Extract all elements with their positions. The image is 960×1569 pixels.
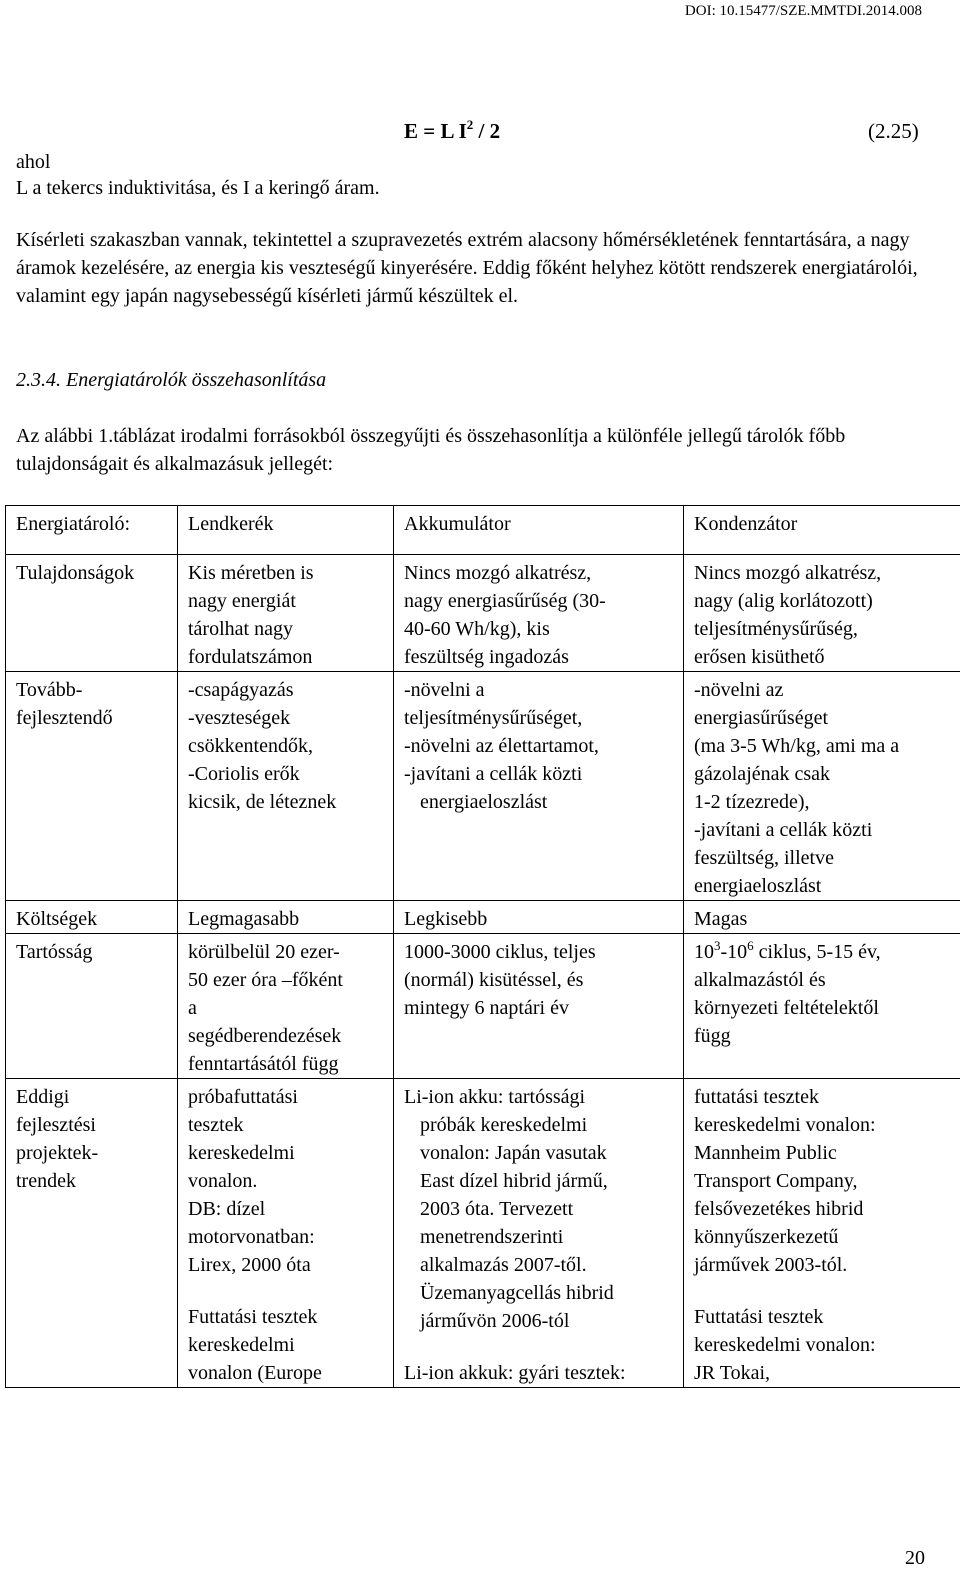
row-label-tulajdonsagok	[6, 555, 177, 587]
table-row	[6, 555, 960, 672]
cell-line: kereskedelmi vonalon:	[694, 1111, 952, 1139]
row-label-tovabbfejlesztendo	[6, 672, 177, 732]
cell-line: Nincs mozgó alkatrész,	[404, 559, 675, 587]
kondenzator-cell	[684, 901, 960, 934]
cell-line: (normál) kisütéssel, és	[404, 966, 675, 994]
akkumulator-tartossag	[394, 934, 683, 1022]
cell-line: alkalmazás 2007-től.	[404, 1251, 675, 1279]
equation	[404, 121, 500, 142]
cell-line: járművek 2003-tól.	[694, 1251, 952, 1279]
cell-line: fordulatszámon	[188, 643, 385, 671]
cell-line: környezeti feltételektől	[694, 994, 952, 1022]
cell-line: Magas	[694, 905, 952, 933]
page-number: 20	[905, 1548, 925, 1568]
equation-exponent: 2	[467, 117, 474, 132]
cell-line: alkalmazástól és	[694, 966, 952, 994]
cell-line: 1-2 tízezrede),	[694, 788, 952, 816]
cell-line: kicsik, de léteznek	[188, 788, 385, 816]
cell-line: -növelni az	[694, 676, 952, 704]
cell-line: fejlesztési	[16, 1111, 169, 1139]
equation-left: E = L I	[404, 119, 467, 143]
akkumulator-tulajdonsagok	[394, 555, 683, 671]
lendkerek-tulajdonsagok	[178, 555, 393, 671]
cell-line: -javítani a cellák közti	[694, 816, 952, 844]
lendkerek-cell	[178, 1079, 394, 1388]
akkumulator-cell	[394, 934, 684, 1079]
row-label-cell	[6, 901, 178, 934]
akkumulator-koltsegek	[394, 901, 683, 933]
paragraph-1: Kísérleti szakaszban vannak, tekintettel a szupravezetés extrém alacsony hőmérsékletének fenntartására, a nagy áramok kezelésére, az energia kis veszteségű kinyerésére. Eddig főként helyhez kötött rendszerek energiatárolói, valamint egy japán nagysebességű kísérleti jármű készültek el.	[16, 226, 946, 310]
header-energiatarolo: Energiatároló:	[6, 506, 177, 538]
cell-line: feszültség ingadozás	[404, 643, 675, 671]
lendkerek-tovabbfejlesztendo	[178, 672, 393, 816]
cell-line: Tartósság	[16, 938, 169, 966]
cell-line: erősen kisüthető	[694, 643, 952, 671]
akkumulator-cell	[394, 1079, 684, 1388]
akkumulator-cell	[394, 672, 684, 901]
cycle-exponent-2: 6	[747, 938, 754, 953]
row-label-cell	[6, 672, 178, 901]
cell-line: Nincs mozgó alkatrész,	[694, 559, 952, 587]
cell-line: nagy energiát	[188, 587, 385, 615]
cell-line: DB: dízel	[188, 1195, 385, 1223]
cell-line: 2003 óta. Tervezett	[404, 1195, 675, 1223]
table-row	[6, 672, 960, 901]
cell-line: East dízel hibrid jármű,	[404, 1167, 675, 1195]
cell-line: feszültség, illetve	[694, 844, 952, 872]
equation-number: (2.25)	[868, 121, 919, 142]
akkumulator-projektek	[394, 1079, 683, 1387]
kondenzator-cell	[684, 934, 960, 1079]
cell-line: tárolhat nagy	[188, 615, 385, 643]
kondenzator-projektek	[684, 1079, 960, 1387]
table-row	[6, 901, 960, 934]
kondenzator-cell	[684, 1079, 960, 1388]
akkumulator-cell	[394, 555, 684, 672]
row-label-tartossag	[6, 934, 177, 966]
cell-line: -növelni a	[404, 676, 675, 704]
cell-line: Költségek	[16, 905, 169, 933]
cell-line: 50 ezer óra –főként	[188, 966, 385, 994]
cell-line: csökkentendők,	[188, 732, 385, 760]
cell-line: vonalon.	[188, 1167, 385, 1195]
ahol-label: ahol	[16, 152, 50, 172]
header-lendkerek: Lendkerék	[178, 506, 393, 538]
cell-line: a	[188, 994, 385, 1022]
header-cell	[684, 506, 960, 555]
cell-line: menetrendszerinti	[404, 1223, 675, 1251]
cell-line: Li-ion akku: tartóssági	[404, 1083, 675, 1111]
header-cell	[6, 506, 178, 555]
cell-line: -javítani a cellák közti	[404, 760, 675, 788]
cell-line: Tovább-	[16, 676, 169, 704]
table-header-row	[6, 506, 960, 555]
cell-line: teljesítménysűrűséget,	[404, 704, 675, 732]
cell-line: fenntartásától függ	[188, 1050, 385, 1078]
cell-line: tesztek	[188, 1111, 385, 1139]
cell-line: Lirex, 2000 óta	[188, 1251, 385, 1279]
lendkerek-tartossag	[178, 934, 393, 1078]
cycle-rest: ciklus, 5-15 év,	[754, 941, 881, 963]
cell-line: felsővezetékes hibrid	[694, 1195, 952, 1223]
cell-line: (ma 3-5 Wh/kg, ami ma a	[694, 732, 952, 760]
comparison-table	[5, 505, 960, 1388]
cell-line: -Coriolis erők	[188, 760, 385, 788]
cell-line: Li-ion akkuk: gyári tesztek:	[404, 1359, 675, 1387]
row-label-cell	[6, 555, 178, 672]
cell-line: Tulajdonságok	[16, 559, 169, 587]
cell-line: próbák kereskedelmi	[404, 1111, 675, 1139]
cell-line: körülbelül 20 ezer-	[188, 938, 385, 966]
equation-right: / 2	[479, 119, 501, 143]
cycle-base-2: -10	[721, 941, 748, 963]
section-heading: 2.3.4. Energiatárolók összehasonlítása	[16, 370, 326, 390]
cell-line: Futtatási tesztek	[694, 1303, 952, 1331]
cell-line: trendek	[16, 1167, 169, 1195]
cell-line: 1000-3000 ciklus, teljes	[404, 938, 675, 966]
cell-line: nagy (alig korlátozott)	[694, 587, 952, 615]
doi-header: DOI: 10.15477/SZE.MMTDI.2014.008	[685, 4, 922, 19]
cell-line: gázolajénak csak	[694, 760, 952, 788]
cell-line: projektek-	[16, 1139, 169, 1167]
header-cell	[394, 506, 684, 555]
header-cell	[178, 506, 394, 555]
cell-line: próbafuttatási	[188, 1083, 385, 1111]
row-label-eddigi-fejlesztesi	[6, 1079, 177, 1195]
cell-line: nagy energiasűrűség (30-	[404, 587, 675, 615]
cycle-base-1: 10	[694, 941, 714, 963]
cell-line: -veszteségek	[188, 704, 385, 732]
akkumulator-tovabbfejlesztendo	[394, 672, 683, 816]
cell-line: Eddigi	[16, 1083, 169, 1111]
lendkerek-cell	[178, 555, 394, 672]
cell-line: motorvonatban:	[188, 1223, 385, 1251]
cell-line	[694, 938, 952, 966]
header-akkumulator: Akkumulátor	[394, 506, 683, 538]
paragraph-2: Az alábbi 1.táblázat irodalmi forrásokból összegyűjti és összehasonlítja a különféle jellegű tárolók főbb tulajdonságait és alkalmazásuk jellegét:	[16, 422, 946, 478]
cell-line: kereskedelmi	[188, 1139, 385, 1167]
cell-line: járművön 2006-tól	[404, 1307, 675, 1335]
cell-line: vonalon (Europe	[188, 1359, 385, 1387]
cell-line: energiasűrűséget	[694, 704, 952, 732]
table-row	[6, 934, 960, 1079]
kondenzator-tulajdonsagok	[684, 555, 960, 671]
cell-line: Futtatási tesztek	[188, 1303, 385, 1331]
kondenzator-koltsegek	[684, 901, 960, 933]
cell-line: Legkisebb	[404, 905, 675, 933]
lendkerek-projektek	[178, 1079, 393, 1387]
cell-line: segédberendezések	[188, 1022, 385, 1050]
row-label-cell	[6, 934, 178, 1079]
lendkerek-cell	[178, 672, 394, 901]
cell-line: kereskedelmi	[188, 1331, 385, 1359]
cell-line: futtatási tesztek	[694, 1083, 952, 1111]
cell-line: -csapágyazás	[188, 676, 385, 704]
cell-line: energiaeloszlást	[404, 788, 675, 816]
cell-line: Kis méretben is	[188, 559, 385, 587]
cell-line: könnyűszerkezetű	[694, 1223, 952, 1251]
definition-text: L a tekercs induktivitása, és I a keringő áram.	[16, 178, 380, 198]
cell-line: mintegy 6 naptári év	[404, 994, 675, 1022]
cell-line: kereskedelmi vonalon:	[694, 1331, 952, 1359]
cell-line: Üzemanyagcellás hibrid	[404, 1279, 675, 1307]
cell-line: -növelni az élettartamot,	[404, 732, 675, 760]
kondenzator-tovabbfejlesztendo	[684, 672, 960, 900]
row-label-cell	[6, 1079, 178, 1388]
kondenzator-cell	[684, 672, 960, 901]
cell-line: Transport Company,	[694, 1167, 952, 1195]
cell-line: függ	[694, 1022, 952, 1050]
kondenzator-cell	[684, 555, 960, 672]
lendkerek-cell	[178, 934, 394, 1079]
cell-line: energiaeloszlást	[694, 872, 952, 900]
cell-line: fejlesztendő	[16, 704, 169, 732]
cell-line: 40-60 Wh/kg), kis	[404, 615, 675, 643]
cell-line: Legmagasabb	[188, 905, 385, 933]
spacer	[694, 1279, 952, 1303]
cell-line: vonalon: Japán vasutak	[404, 1139, 675, 1167]
cell-line: teljesítménysűrűség,	[694, 615, 952, 643]
header-kondenzator: Kondenzátor	[684, 506, 960, 538]
kondenzator-tartossag	[684, 934, 960, 1050]
spacer	[404, 1335, 675, 1359]
cycle-exponent-1: 3	[714, 938, 721, 953]
lendkerek-koltsegek	[178, 901, 393, 933]
akkumulator-cell	[394, 901, 684, 934]
table-row	[6, 1079, 960, 1388]
spacer	[188, 1279, 385, 1303]
lendkerek-cell	[178, 901, 394, 934]
cell-line: Mannheim Public	[694, 1139, 952, 1167]
cell-line: JR Tokai,	[694, 1359, 952, 1387]
row-label-koltsegek	[6, 901, 177, 933]
